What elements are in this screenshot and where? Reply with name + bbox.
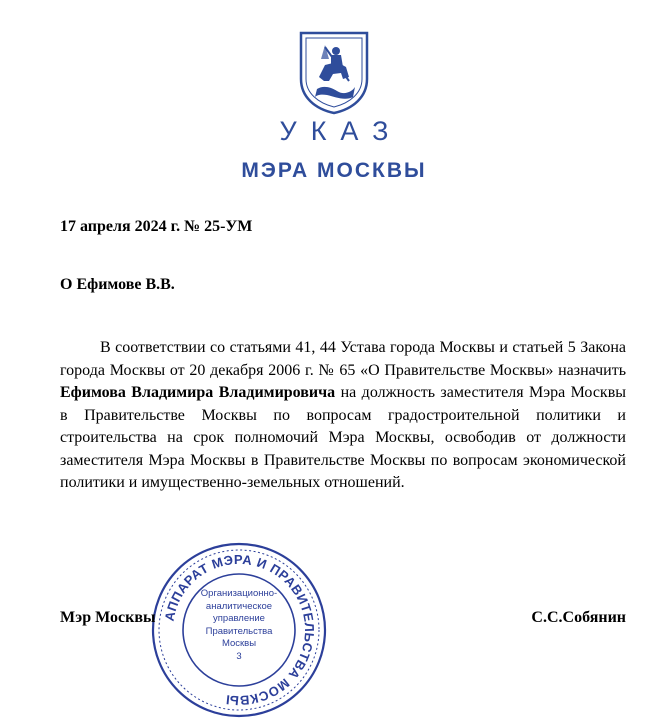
body-text-part-2: на должность заместителя Мэра Москвы в Правительстве Москвы по вопросам градостроительной политики и строительства на срок полномочий Мэра Москвы, освободив от должности заместителя Мэра Москвы в Правительстве Москвы по вопросам экономической политики и имущественно-земельных отношений. bbox=[60, 384, 626, 491]
appointee-name: Ефимова Владимира Владимировича bbox=[60, 384, 336, 401]
signer-name: С.С.Собянин bbox=[531, 609, 626, 626]
moscow-coat-of-arms-icon bbox=[297, 29, 371, 115]
stamp-line: Москвы bbox=[221, 638, 257, 649]
decree-body bbox=[60, 337, 626, 495]
decree-subject: О Ефимове В.В. bbox=[60, 276, 175, 293]
stamp-line: управление bbox=[213, 613, 265, 624]
document-type-title: УКАЗ bbox=[279, 116, 403, 146]
signer-position: Мэр Москвы bbox=[60, 609, 156, 626]
body-text-part-1: В соответствии со статьями 41, 44 Устава города Москвы и статьей 5 Закона города Москвы от 20 декабря 2006 г. № 65 «О Правительстве Москвы» назначить bbox=[60, 339, 626, 379]
stamp-line: Правительства bbox=[205, 625, 273, 637]
stamp-line: 3 bbox=[236, 650, 242, 662]
stamp-line: Организационно- bbox=[200, 588, 278, 599]
issuer-subtitle: МЭРА МОСКВЫ bbox=[241, 159, 427, 182]
date-and-number: 17 апреля 2024 г. № 25-УМ bbox=[60, 218, 253, 235]
stamp-center-text bbox=[186, 588, 292, 663]
stamp-ring-text: АППАРАТ МЭРА И ПРАВИТЕЛЬСТВА МОСКВЫ bbox=[161, 551, 318, 709]
stamp-line: аналитическое bbox=[205, 600, 273, 612]
